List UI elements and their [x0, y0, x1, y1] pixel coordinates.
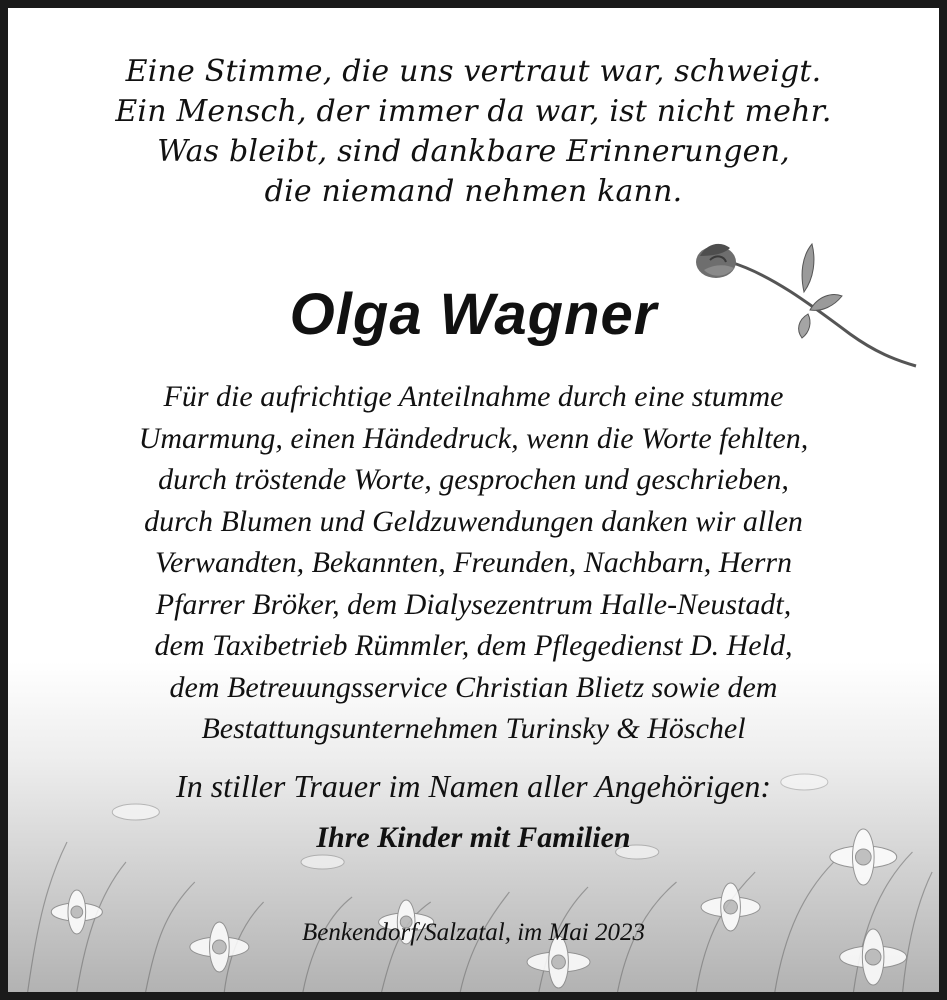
thanks-text — [8, 376, 939, 750]
thanks-line: Umarmung, einen Händedruck, wenn die Worte fehlten, — [138, 421, 809, 455]
thanks-line: Verwandten, Bekannten, Freunden, Nachbarn, Herrn — [154, 546, 793, 579]
poem-line: Eine Stimme, die uns vertraut war, schweigt. — [125, 54, 822, 89]
poem — [8, 52, 939, 212]
poem-line: Ein Mensch, der immer da war, ist nicht mehr. — [115, 94, 832, 129]
family-signature: Ihre Kinder mit Familien — [316, 821, 631, 854]
thanks-line: dem Taxibetrieb Rümmler, dem Pflegedienst D. Held, — [154, 629, 793, 662]
thanks-line: Für die aufrichtige Anteilnahme durch eine stumme — [163, 380, 784, 413]
mourning-line: In stiller Trauer im Namen aller Angehörigen: — [176, 768, 771, 804]
thanks-line: durch tröstende Worte, gesprochen und geschrieben, — [158, 463, 789, 496]
thanks-line: Bestattungsunternehmen Turinsky & Höschel — [201, 712, 746, 745]
thanks-line: Pfarrer Bröker, dem Dialysezentrum Halle-Neustadt, — [155, 587, 792, 621]
thanks-line: durch Blumen und Geldzuwendungen danken wir allen — [144, 504, 803, 538]
thanks-line: dem Betreuungsservice Christian Blietz sowie dem — [169, 670, 778, 704]
poem-line: die niemand nehmen kann. — [264, 174, 683, 209]
place-date: Benkendorf/Salzatal, im Mai 2023 — [301, 919, 646, 946]
poem-line: Was bleibt, sind dankbare Erinnerungen, — [157, 134, 790, 169]
deceased-name: Olga Wagner — [289, 282, 658, 347]
